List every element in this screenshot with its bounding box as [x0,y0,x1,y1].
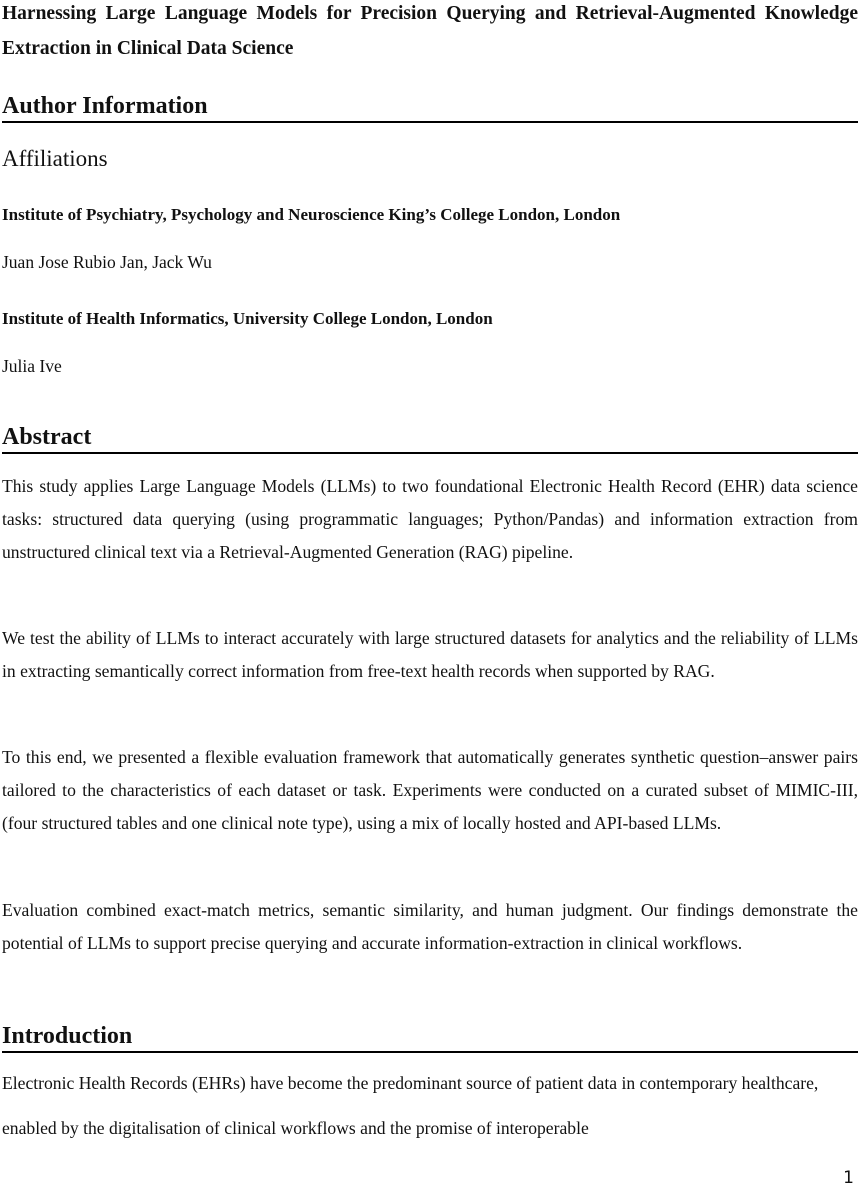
abstract-paragraph: We test the ability of LLMs to interact accurately with large structured datasets for analytics and the reliability of LLMs in extracting semantically correct information from free-text health records when supported by RAG. [2,628,858,681]
abstract-paragraph: Evaluation combined exact-match metrics, semantic similarity, and human judgment. Our findings demonstrate the potential of LLMs to support precise querying and accurate information-extraction in clinical workflows. [2,900,858,953]
paper-title: Harnessing Large Language Models for Precision Querying and Retrieval-Augmented Knowledge Extraction in Clinical Data Science [2,3,858,59]
section-heading-author-information: Author Information [2,92,858,123]
affiliation-authors: Juan Jose Rubio Jan, Jack Wu [2,252,212,272]
affiliations-heading: Affiliations [2,146,108,171]
introduction-paragraph: Electronic Health Records (EHRs) have become the predominant source of patient data in contemporary healthcare, enabled by the digitalisation of clinical workflows and the promise of interoperable [2,1073,819,1138]
affiliation-institution: Institute of Psychiatry, Psychology and Neuroscience King’s College London, London [2,205,621,224]
affiliation-authors: Julia Ive [2,356,62,376]
abstract-paragraph: This study applies Large Language Models (LLMs) to two foundational Electronic Health Record (EHR) data science tasks: structured data querying (using programmatic languages; Python/Pandas) and information extraction from unstructured clinical text via a Retrieval-Augmented Generation (RAG) pipeline. [2,476,858,562]
affiliation-institution: Institute of Health Informatics, University College London, London [2,309,493,328]
page-number: 1 [843,1168,854,1188]
abstract-paragraph: To this end, we presented a flexible evaluation framework that automatically generates synthetic question–answer pairs tailored to the characteristics of each dataset or task. Experiments were conducted on a curated subset of MIMIC-III, (four structured tables and one clinical note type), using a mix of locally hosted and API-based LLMs. [2,747,858,833]
section-heading-abstract: Abstract [2,423,858,454]
section-heading-introduction: Introduction [2,1022,858,1053]
